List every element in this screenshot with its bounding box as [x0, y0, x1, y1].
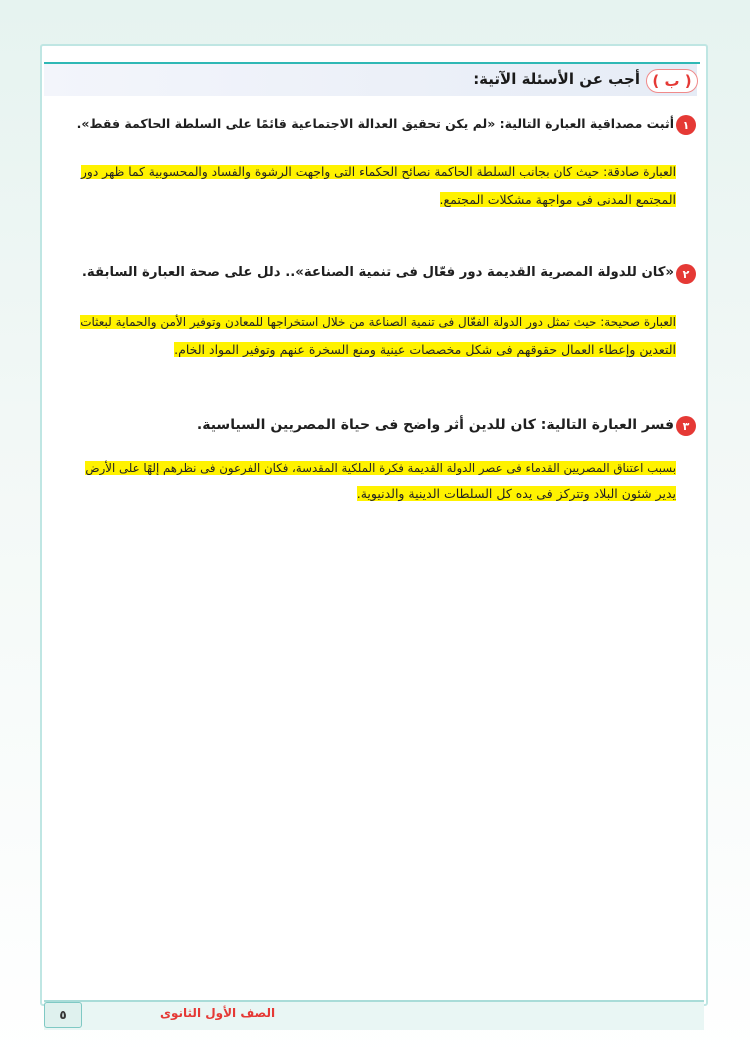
footer-bar: [44, 1000, 704, 1030]
question-3-text: فسر العبارة التالية: كان للدين أثر واضح فى حياة المصريين السياسية.: [196, 417, 674, 433]
question-number-3: ٣: [676, 416, 696, 436]
section-label: ( ب ): [646, 69, 698, 93]
answer-1-line-2: المجتمع المدنى فى مواجهة مشكلات المجتمع.: [439, 192, 676, 207]
question-1-text: أثبت مصداقية العبارة التالية: «لم يكن تحقيق العدالة الاجتماعية قائمًا على السلطة الحاكمة فقط».: [76, 116, 674, 131]
answer-2-line-1: العبارة صحيحة: حيث تمثل دور الدولة الفعّال فى تنمية الصناعة من خلال استخراجها للمعادن وتوفير الأمن والحماية لبعثات: [80, 315, 676, 329]
footer-grade-title: الصف الأول الثانوى: [160, 1006, 276, 1020]
question-2-text: «كان للدولة المصرية القديمة دور فعّال فى تنمية الصناعة».. دلل على صحة العبارة السابقة.: [81, 265, 674, 280]
answer-3-line-1: بسبب اعتناق المصريين القدماء فى عصر الدولة القديمة فكرة الملكية المقدسة، فكان الفرعون فى نظرهم إلهًا على الأرض: [85, 461, 676, 475]
question-number-2: ٢: [676, 264, 696, 284]
answer-3-line-2: يدير شئون البلاد وتتركز فى يده كل السلطات الدينية والدنيوية.: [356, 486, 676, 501]
page-number: ٥: [44, 1002, 82, 1028]
answer-1-line-1: العبارة صادقة: حيث كان بجانب السلطة الحاكمة نصائح الحكماء التى واجهت الرشوة والفساد والمحسوبية كما ظهر دور: [81, 165, 676, 179]
question-number-1: ١: [676, 115, 696, 135]
answer-2-line-2: التعدين وإعطاء العمال حقوقهم فى شكل مخصصات عينية ومنع السخرة عنهم وتوفير المواد الخام.: [174, 342, 676, 357]
section-title: أجب عن الأسئلة الآتية:: [473, 70, 640, 88]
